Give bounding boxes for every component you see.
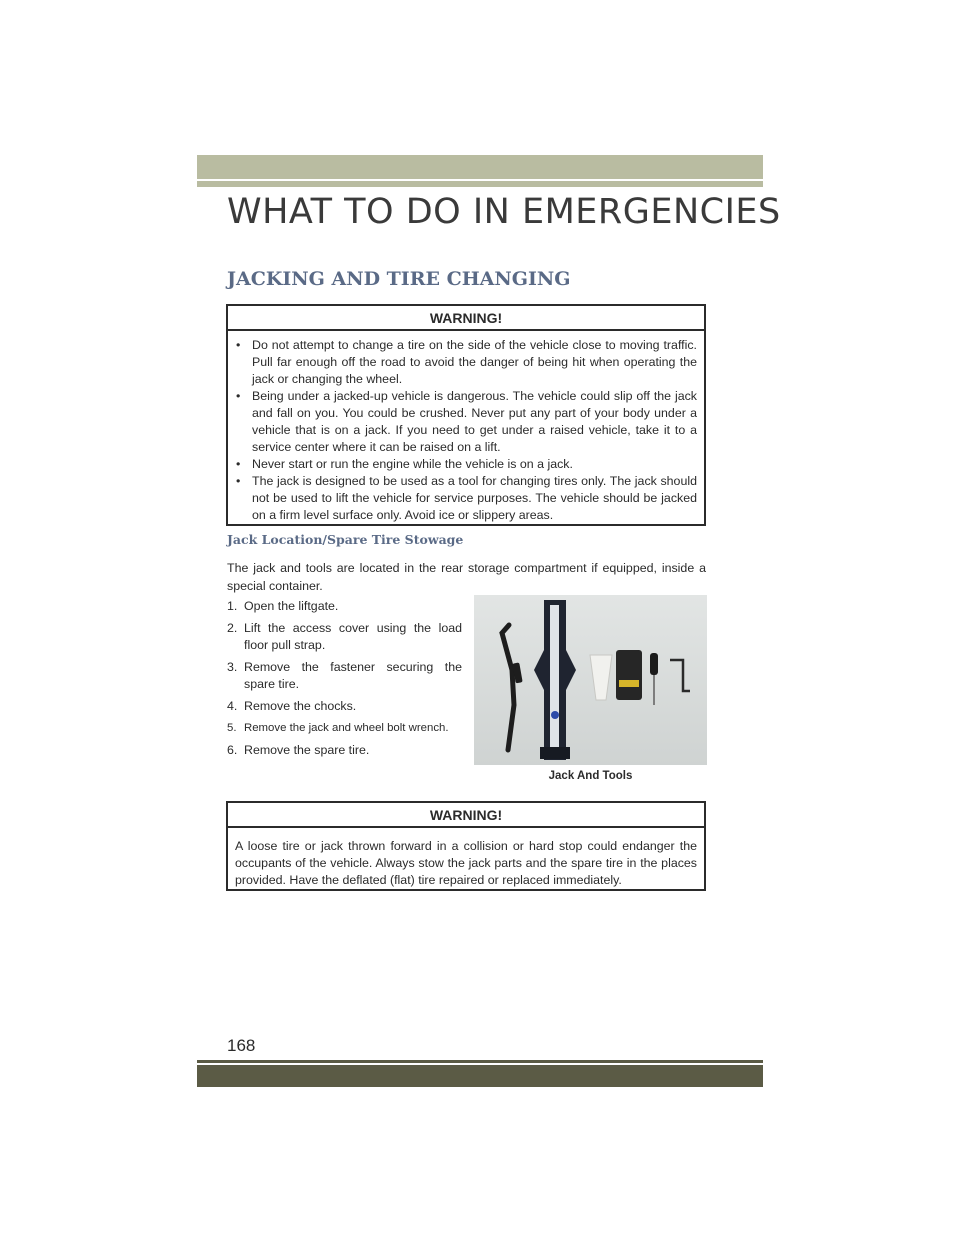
step-number: 5. <box>227 722 237 734</box>
footer-rule <box>197 1060 763 1063</box>
header-band <box>197 155 763 179</box>
figure-caption: Jack And Tools <box>548 770 633 782</box>
warning-title: WARNING! <box>228 803 704 828</box>
step-text: Remove the jack and wheel bolt wrench. <box>244 722 449 734</box>
step-text: Remove the fastener securing the spare tire. <box>244 660 462 691</box>
step-item <box>227 698 462 715</box>
step-number: 4. <box>227 699 238 713</box>
warning-item: • The jack is designed to be used as a tool for changing tires only. The jack should not be used to lift the vehicle for service purposes. The vehicle should be jacked on a firm level surface only. Avoid ice or slippery areas. <box>252 473 697 524</box>
step-number: 1. <box>227 599 238 613</box>
step-text: Remove the spare tire. <box>244 743 370 757</box>
section-title: WHAT TO DO IN EMERGENCIES <box>227 192 781 232</box>
step-number: 3. <box>227 660 238 674</box>
jack-tools-illustration <box>474 595 707 765</box>
header-rule <box>197 181 763 187</box>
warning-box-2 <box>226 801 706 891</box>
footer-band <box>197 1065 763 1087</box>
page-number: 168 <box>227 1036 256 1055</box>
step-text: Open the liftgate. <box>244 599 339 613</box>
step-item <box>227 742 462 759</box>
step-item <box>227 620 462 654</box>
intro-paragraph: The jack and tools are located in the rear storage compartment if equipped, inside a special container. <box>227 561 706 593</box>
subheading: Jack Location/Spare Tire Stowage <box>227 532 464 547</box>
jack-and-tools-photo <box>474 595 707 765</box>
page-heading: JACKING AND TIRE CHANGING <box>227 268 571 290</box>
steps-list <box>227 598 462 764</box>
warning-title: WARNING! <box>228 306 704 331</box>
warning-item: • Do not attempt to change a tire on the side of the vehicle close to moving traffic. Pull far enough off the road to avoid the danger of being hit when operating the jack or changing the wheel. <box>252 337 697 388</box>
step-item <box>227 720 462 737</box>
warning-item: • Being under a jacked-up vehicle is dangerous. The vehicle could slip off the jack and fall on you. You could be crushed. Never put any part of your body under a vehicle that is on a jack. If you need to get under a raised vehicle, take it to a service center where it can be raised on a lift. <box>252 388 697 456</box>
step-number: 2. <box>227 621 238 635</box>
step-item <box>227 598 462 615</box>
warning-list <box>228 331 704 524</box>
step-item <box>227 659 462 693</box>
warning-text: A loose tire or jack thrown forward in a collision or hard stop could endanger the occupants of the vehicle. Always stow the jack parts and the spare tire in the places provided. Have the deflated (flat) tire repaired or replaced immediately. <box>235 839 697 887</box>
warning-box-1 <box>226 304 706 526</box>
step-text: Remove the chocks. <box>244 699 357 713</box>
step-text: Lift the access cover using the load floor pull strap. <box>244 621 462 652</box>
warning-item: • Never start or run the engine while the vehicle is on a jack. <box>252 456 697 473</box>
step-number: 6. <box>227 743 238 757</box>
